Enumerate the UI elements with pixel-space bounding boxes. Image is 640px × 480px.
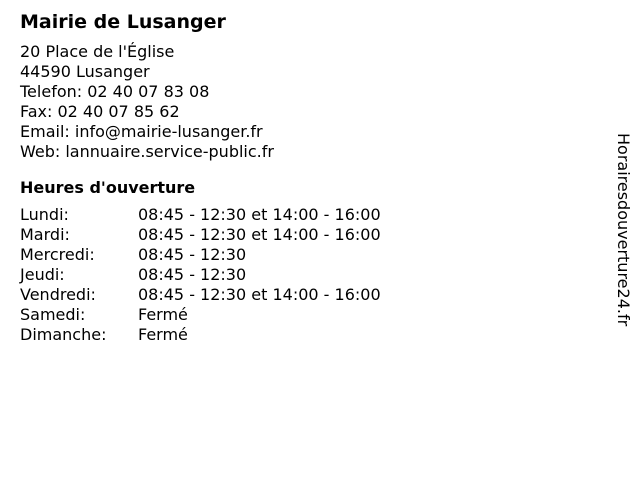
hours-row-tuesday — [20, 225, 580, 245]
email-line: Email: info@mairie-lusanger.fr — [20, 122, 263, 141]
hours-time: 08:45 - 12:30 — [138, 245, 247, 264]
listing-card — [20, 10, 580, 345]
hours-row-saturday — [20, 305, 580, 325]
hours-table — [20, 205, 580, 345]
hours-time: 08:45 - 12:30 et 14:00 - 16:00 — [138, 225, 381, 244]
hours-day: Dimanche: — [20, 325, 107, 344]
watermark-text: Horairesdouverture24.fr — [614, 133, 633, 327]
hours-row-wednesday — [20, 245, 580, 265]
hours-row-monday — [20, 205, 580, 225]
site-watermark — [612, 133, 634, 373]
hours-time: Fermé — [138, 305, 188, 324]
hours-time: 08:45 - 12:30 et 14:00 - 16:00 — [138, 205, 381, 224]
hours-time: Fermé — [138, 325, 188, 344]
hours-day: Jeudi: — [20, 265, 65, 284]
address-street: 20 Place de l'Église — [20, 42, 175, 61]
hours-day: Samedi: — [20, 305, 86, 324]
page-title: Mairie de Lusanger — [20, 11, 226, 33]
hours-row-friday — [20, 285, 580, 305]
hours-time: 08:45 - 12:30 — [138, 265, 247, 284]
address-city: 44590 Lusanger — [20, 62, 150, 81]
hours-day: Mardi: — [20, 225, 70, 244]
hours-row-sunday — [20, 325, 580, 345]
hours-day: Vendredi: — [20, 285, 96, 304]
hours-row-thursday — [20, 265, 580, 285]
phone-line: Telefon: 02 40 07 83 08 — [20, 82, 210, 101]
hours-heading: Heures d'ouverture — [20, 178, 196, 197]
hours-day: Mercredi: — [20, 245, 95, 264]
contact-block — [20, 42, 580, 162]
hours-day: Lundi: — [20, 205, 69, 224]
hours-time: 08:45 - 12:30 et 14:00 - 16:00 — [138, 285, 381, 304]
fax-line: Fax: 02 40 07 85 62 — [20, 102, 180, 121]
web-line: Web: lannuaire.service-public.fr — [20, 142, 274, 161]
